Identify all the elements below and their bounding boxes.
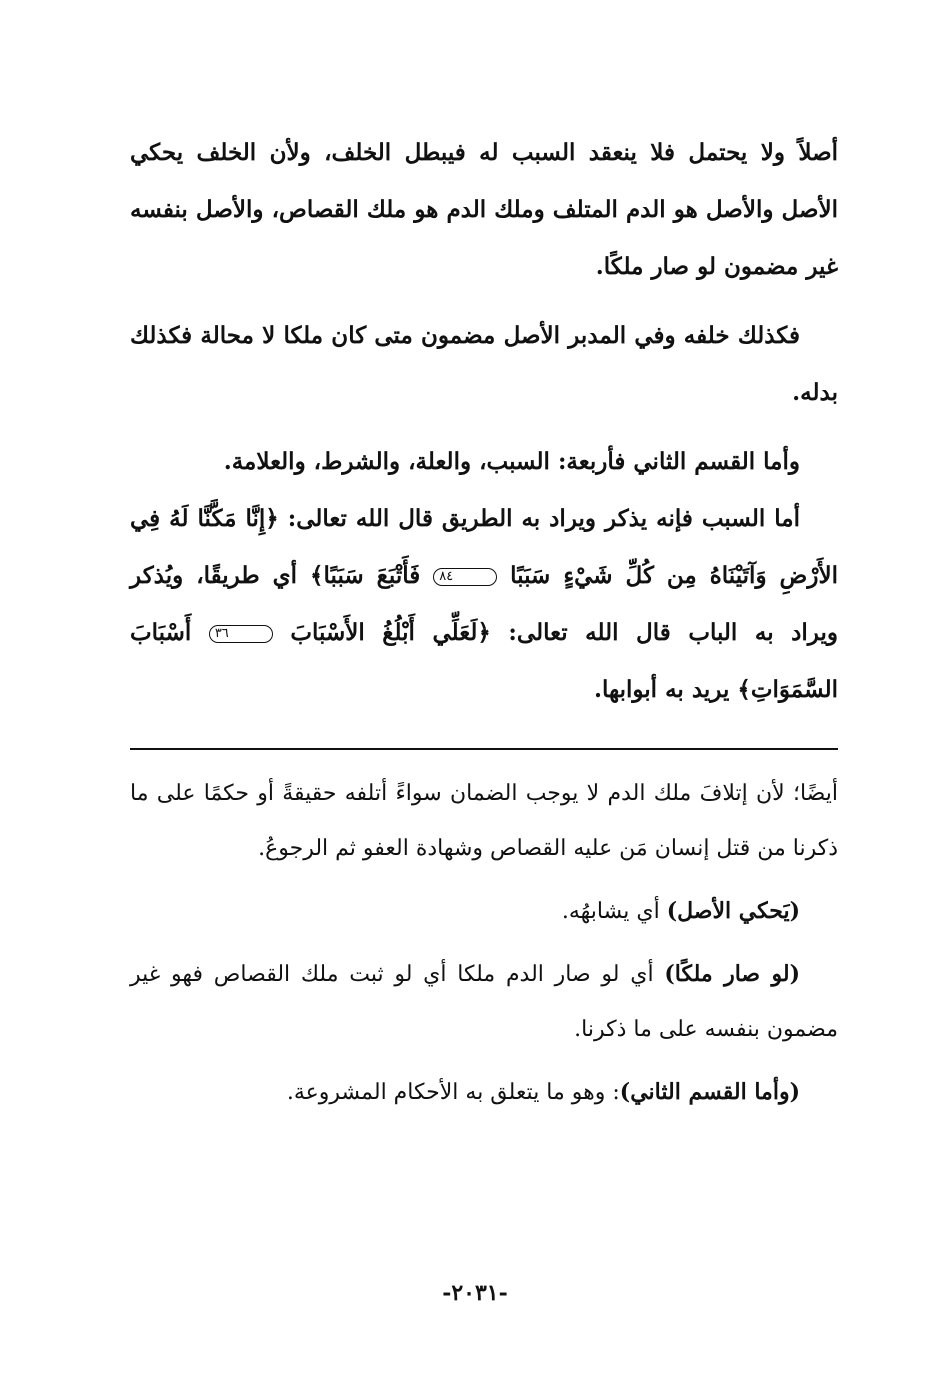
footnote-divider: [130, 748, 838, 750]
commentary-text: [130, 766, 838, 1120]
main-text: [130, 124, 838, 718]
note-3-lemma: (لو صار ملكًا): [664, 961, 800, 987]
verse-number-36: ٣٦: [209, 625, 273, 643]
note-4-lemma: (وأما القسم الثاني): [619, 1079, 800, 1105]
note-paragraph-1: أيضًا؛ لأن إتلافَ ملك الدم لا يوجب الضمان سواءً أتلفه حقيقةً أو حكمًا على ما ذكرنا من قتل إنسان مَن عليه القصاص وشهادة العفو ثم الرجوعُ.: [130, 781, 838, 861]
main-paragraph-3: وأما القسم الثاني فأربعة: السبب، والعلة، والشرط، والعلامة.: [223, 448, 800, 475]
paragraph-4-part-a: أما السبب فإنه يذكر ويراد به الطريق قال الله تعالى: ﴿إِنَّا مَكَّنَّا لَهُ فِي الأَرْضِ وَآتَيْنَاهُ مِن كُلِّ شَيْءٍ سَبَبًا: [130, 505, 838, 589]
paragraph-4-part-c: أَسْبَابَ السَّمَوَاتِ﴾ يريد به أبوابها.: [130, 619, 838, 703]
note-3-text: أي لو صار الدم ملكا أي لو ثبت ملك القصاص فهو غير مضمون بنفسه على ما ذكرنا.: [130, 962, 838, 1042]
page-number: -٢٠٣١-: [442, 1280, 508, 1306]
note-paragraph-2: [130, 884, 838, 939]
note-paragraph-4: [130, 1065, 838, 1120]
verse-number-84: ٨٤: [433, 568, 497, 586]
main-paragraph-1: أصلاً ولا يحتمل فلا ينعقد السبب له فيبطل الخلف، ولأن الخلف يحكي الأصل والأصل هو الدم المتلف وملك الدم هو ملك القصاص، والأصل بنفسه غير مضمون لو صار ملكًا.: [130, 139, 838, 280]
main-paragraph-4: [130, 490, 838, 718]
main-paragraph-2: فكذلك خلفه وفي المدبر الأصل مضمون متى كان ملكا لا محالة فكذلك بدله.: [130, 322, 838, 406]
paragraph-4-part-b: فَأَتْبَعَ سَبَبًا﴾ أي طريقًا، ويُذكر ويراد به الباب قال الله تعالى: ﴿لَعَلِّي أَبْلُغُ الأَسْبَابَ: [130, 562, 838, 646]
note-2-text: أي يشابهُه.: [561, 899, 667, 924]
note-paragraph-3: [130, 947, 838, 1057]
note-2-lemma: (يَحكي الأصل): [666, 898, 800, 924]
note-4-text: : وهو ما يتعلق به الأحكام المشروعة.: [286, 1080, 620, 1105]
